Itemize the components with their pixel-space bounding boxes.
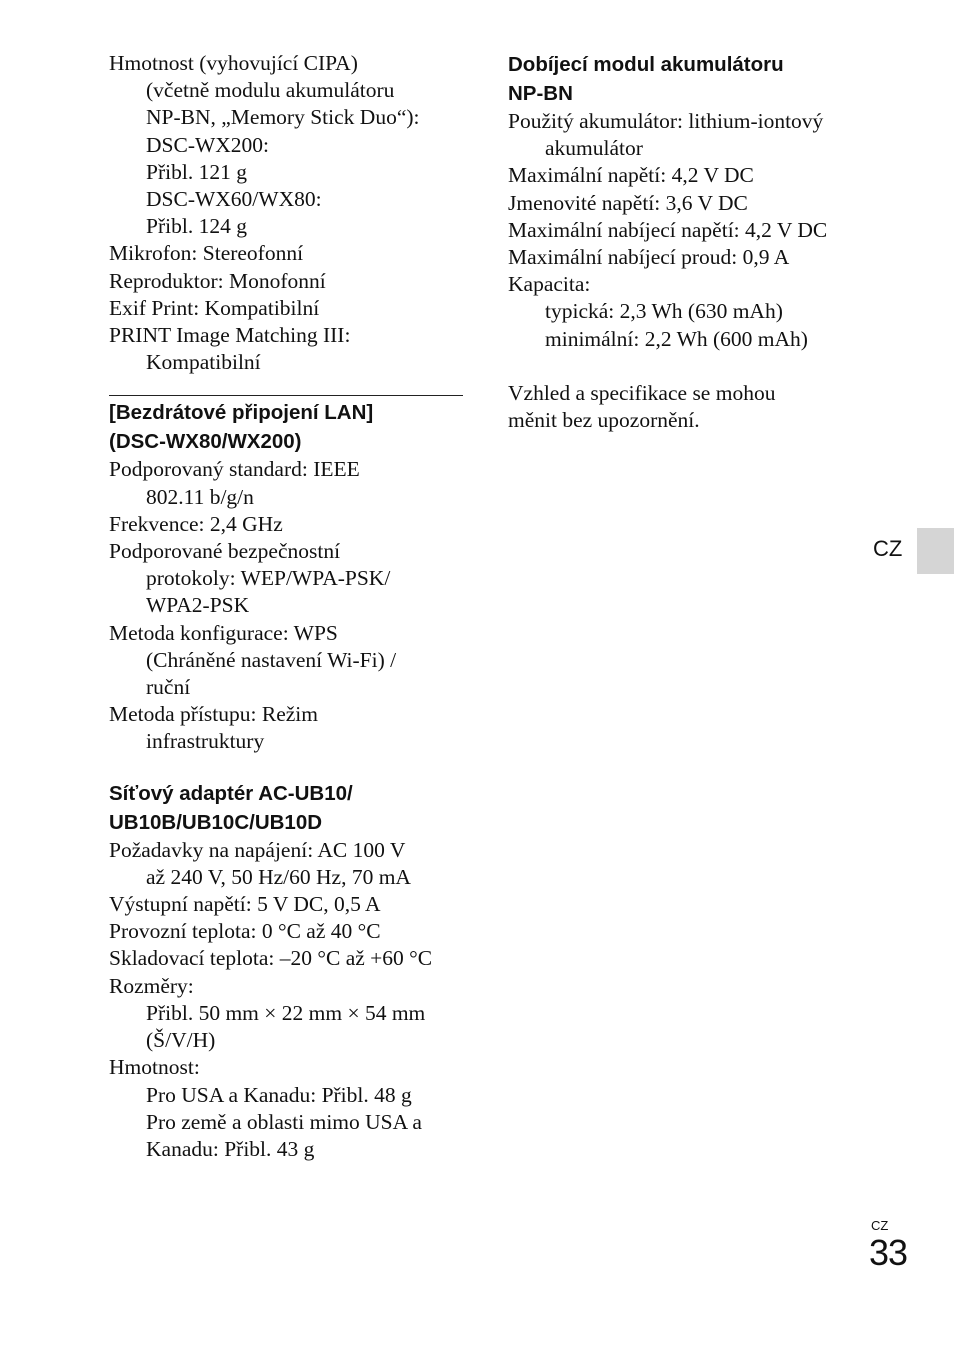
spec-line: Metoda přístupu: Režim [109,702,318,727]
weight-spec [109,50,469,240]
spec-line: Exif Print: Kompatibilní [109,295,320,320]
section-heading: Síťový adaptér AC-UB10/ [109,781,353,805]
spec-line: DSC-WX200: [146,132,270,157]
spec-line: Hmotnost (vyhovující CIPA) [109,51,358,75]
spec-line: ruční [146,675,191,700]
spec-line: Skladovací teplota: –20 °C až +60 °C [109,946,433,971]
spec-line: Reproduktor: Monofonní [109,268,326,293]
spec-line: Pro USA a Kanadu: Přibl. 48 g [146,1082,412,1107]
spec-line: Metoda konfigurace: WPS [109,620,338,645]
spec-line: Podporovaný standard: IEEE [109,457,360,482]
spec-line: Pro země a oblasti mimo USA a [146,1109,422,1134]
section-heading: (DSC-WX80/WX200) [109,430,302,454]
spec-line: Výstupní napětí: 5 V DC, 0,5 A [109,892,381,917]
feature-specs [109,240,469,376]
spec-line: Podporované bezpečnostní [109,539,341,564]
spec-line: Provozní teplota: 0 °C až 40 °C [109,919,381,944]
wlan-section [109,398,469,755]
spec-line: (včetně modulu akumulátoru [146,78,395,103]
spec-line: Požadavky na napájení: AC 100 V [109,837,406,862]
page-language: CZ [871,1218,889,1233]
spec-line: (Š/V/H) [146,1028,216,1053]
spec-line: typická: 2,3 Wh (630 mAh) [545,299,783,324]
section-divider [109,395,463,396]
language-tab [917,528,954,574]
spec-line: Kapacita: [508,272,591,297]
spec-line: Kompatibilní [146,350,261,375]
page-number: 33 [869,1232,908,1273]
left-column [109,50,469,1163]
spacer [508,353,888,380]
notice-section [508,380,888,434]
spec-line: Jmenovité napětí: 3,6 V DC [508,190,748,215]
spec-line: (Chráněné nastavení Wi-Fi) / [146,647,397,672]
spec-line: Kanadu: Přibl. 43 g [146,1136,315,1161]
battery-section [508,50,888,353]
spec-line: Frekvence: 2,4 GHz [109,511,283,536]
spec-line: Maximální nabíjecí proud: 0,9 A [508,245,790,270]
adapter-section [109,779,469,1163]
spec-line: Rozměry: [109,973,194,998]
spec-line: až 240 V, 50 Hz/60 Hz, 70 mA [146,864,411,889]
spec-line: akumulátor [545,136,643,161]
spec-line: Maximální nabíjecí napětí: 4,2 V DC [508,217,828,242]
spec-line: Maximální napětí: 4,2 V DC [508,163,754,188]
spec-line: Přibl. 124 g [146,214,247,239]
notice-line: Vzhled a specifikace se mohou [508,380,776,405]
spec-line: Hmotnost: [109,1055,200,1080]
spec-line: Přibl. 50 mm × 22 mm × 54 mm [146,1000,426,1025]
section-heading: UB10B/UB10C/UB10D [109,810,323,834]
spec-line: protokoly: WEP/WPA-PSK/ [146,566,391,591]
spec-line: Přibl. 121 g [146,159,247,184]
spacer [109,756,469,779]
right-column [508,50,888,434]
section-heading: [Bezdrátové připojení LAN] [109,401,374,425]
spec-line: PRINT Image Matching III: [109,323,351,348]
spec-line: infrastruktury [146,729,265,754]
spec-line: Použitý akumulátor: lithium-iontový [508,109,824,133]
spec-line: WPA2-PSK [146,593,250,618]
spec-line: NP-BN, „Memory Stick Duo“): [146,105,420,130]
spec-line: DSC-WX60/WX80: [146,187,322,212]
spec-line: minimální: 2,2 Wh (600 mAh) [545,326,808,351]
notice-line: měnit bez upozornění. [508,408,700,433]
spec-line: 802.11 b/g/n [146,484,254,509]
section-heading: NP-BN [508,82,573,105]
language-tab-label: CZ [873,536,903,561]
section-heading: Dobíjecí modul akumulátoru [508,53,784,76]
spec-line: Mikrofon: Stereofonní [109,241,304,266]
